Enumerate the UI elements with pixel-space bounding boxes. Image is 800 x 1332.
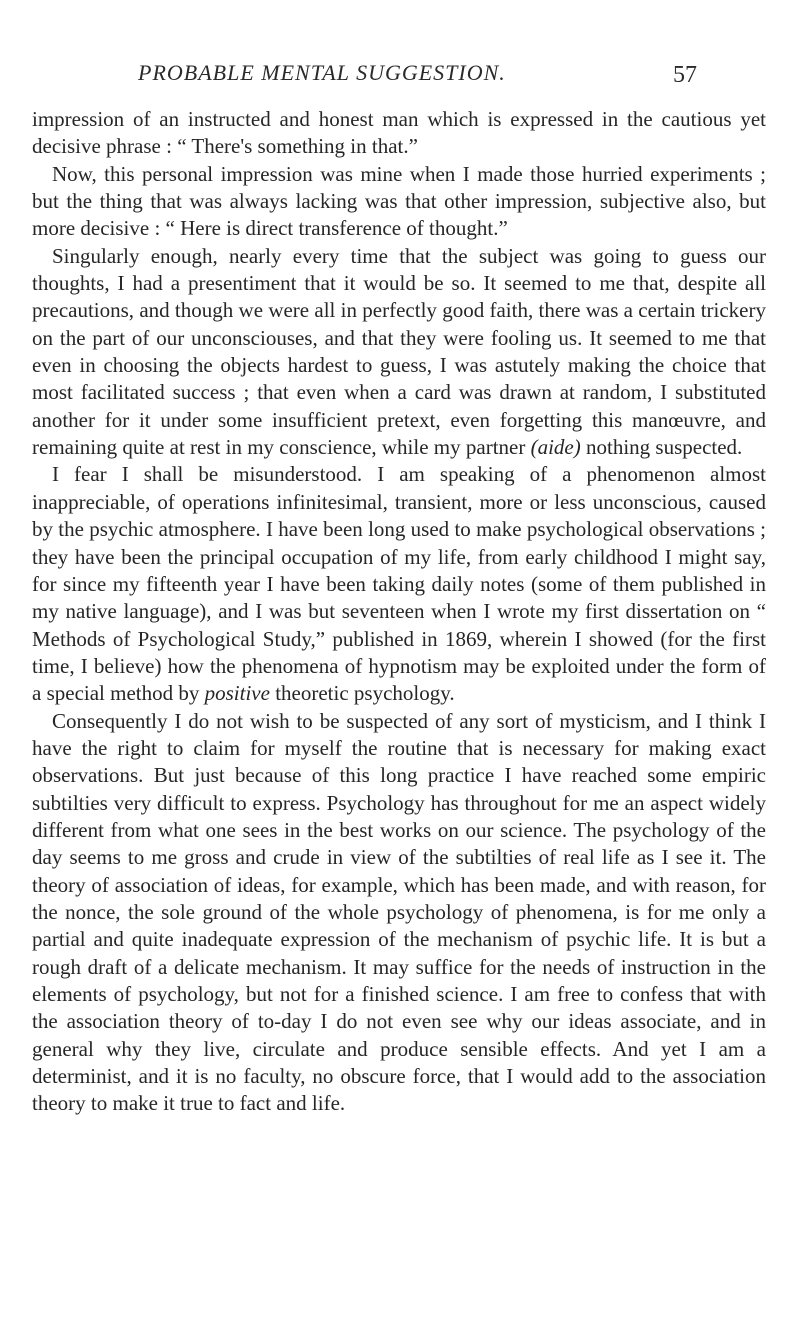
paragraph-3 [32, 243, 766, 462]
paragraph-3-end: nothing suspected. [586, 435, 743, 460]
paragraph-3-text: Singularly enough, nearly every time that the subject was going to guess our thoughts, I had a presentiment that it would be so. It seemed to me that, despite all precautions, and though we were all in perfectly good faith, there was a certain trickery on the part of our unconsciouses, and that they were fooling us. It seemed to me that even in choosing the objects hardest to guess, I was astutely making the choice that most facilitated success ; that even when a card was drawn at random, I substituted another for it under some insufficient pretext, even forgetting this manœuvre, and remaining quite at rest in my conscience, while my partner [32, 243, 766, 460]
paragraph-4-text: I fear I shall be misunderstood. I am speaking of a phenomenon almost inappreciable, of operations infinitesimal, transient, more or less unconscious, caused by the psychic atmosphere. I have been long used to make psychological observations ; they have been the principal occupation of my life, from early childhood I might say, for since my fifteenth year I have been taking daily notes (some of them published in my native language), and I was but seventeen when I wrote my first dissertation on “ Methods of Psychological Study,” published in 1869, wherein I showed (for the first time, I believe) how the phenomena of hypnotism may be exploited under the form of a special method by [32, 462, 766, 706]
page-number: 57 [673, 62, 697, 88]
paragraph-2: Now, this personal impression was mine when I made those hurried experiments ; but the thing that was always lacking was that other impression, subjective also, but more decisive : “ Here is direct transference of thought.” [32, 161, 766, 241]
paragraph-4-end: theoretic psychology. [275, 681, 455, 706]
positive-italic: positive [204, 681, 270, 706]
paragraph-5: Consequently I do not wish to be suspected of any sort of mysticism, and I think I have the right to claim for myself the routine that is necessary for making exact observations. But just because of this long practice I have reached some empiric subtilties very difficult to express. Psychology has throughout for me an aspect widely different from what one sees in the best works on our science. The psychology of the day seems to me gross and crude in view of the subtilties of real life as I see it. The theory of association of ideas, for example, which has been made, and with reason, for the nonce, the sole ground of the whole psychology of phenomena, is for me only a partial and quite inadequate expression of the mechanism of psychic life. It is but a rough draft of a delicate mechanism. It may suffice for the needs of instruction in the elements of psychology, but not for a finished science. I am free to confess that with the association theory of to-day I do not even see why our ideas associate, and in general why they live, circulate and produce sensible effects. And yet I am a determinist, and it is no faculty, no obscure force, that I would add to the association theory to make it true to fact and life. [32, 708, 766, 1116]
running-head: PROBABLE MENTAL SUGGESTION. [138, 60, 506, 85]
aide-italic: (aide) [530, 435, 581, 460]
paragraph-1: impression of an instructed and honest man which is expressed in the cautious yet decisive phrase : “ There's something in that.” [32, 107, 766, 159]
body-text [32, 106, 766, 1118]
paragraph-4 [32, 461, 766, 707]
